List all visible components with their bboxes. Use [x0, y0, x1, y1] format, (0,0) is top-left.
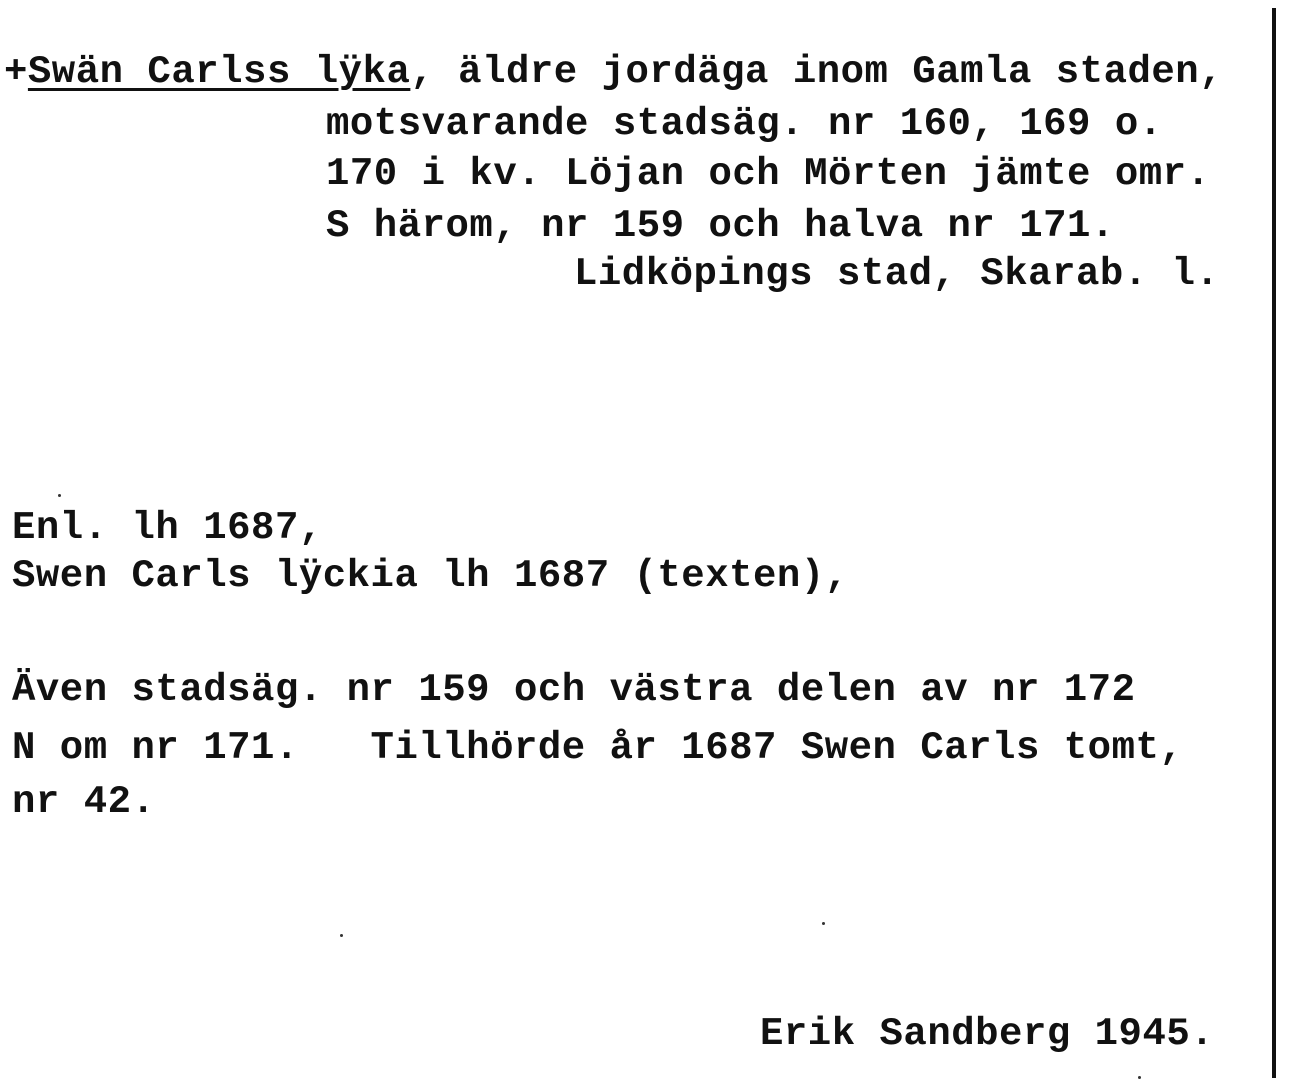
place-name: Swän Carlss lÿka [27, 50, 411, 94]
card-edge-line [1272, 8, 1276, 1078]
heading-line-2: motsvarande stadsäg. nr 160, 169 o. [326, 102, 1163, 146]
plus-marker: + [4, 50, 28, 94]
heading-rest: , äldre jordäga inom Gamla staden, [410, 50, 1224, 94]
heading-line-1 [4, 50, 1223, 94]
heading-line-4: S härom, nr 159 och halva nr 171. [326, 204, 1115, 248]
heading-line-3: 170 i kv. Löjan och Mörten jämte omr. [326, 152, 1211, 196]
note-line-1: Även stadsäg. nr 159 och västra delen av nr 172 [12, 668, 1136, 712]
ink-speck [340, 934, 343, 937]
note-line-2: N om nr 171. Tillhörde år 1687 Swen Carls tomt, [12, 726, 1184, 770]
ink-speck [58, 494, 61, 497]
ink-speck [1138, 1076, 1141, 1079]
location-line: Lidköpings stad, Skarab. l. [574, 252, 1220, 296]
signature: Erik Sandberg 1945. [760, 1012, 1215, 1056]
note-line-3: nr 42. [12, 780, 156, 824]
source-line-2: Swen Carls lÿckia lh 1687 (texten), [12, 554, 849, 598]
source-line-1: Enl. lh 1687, [12, 506, 323, 550]
ink-speck [822, 922, 825, 925]
